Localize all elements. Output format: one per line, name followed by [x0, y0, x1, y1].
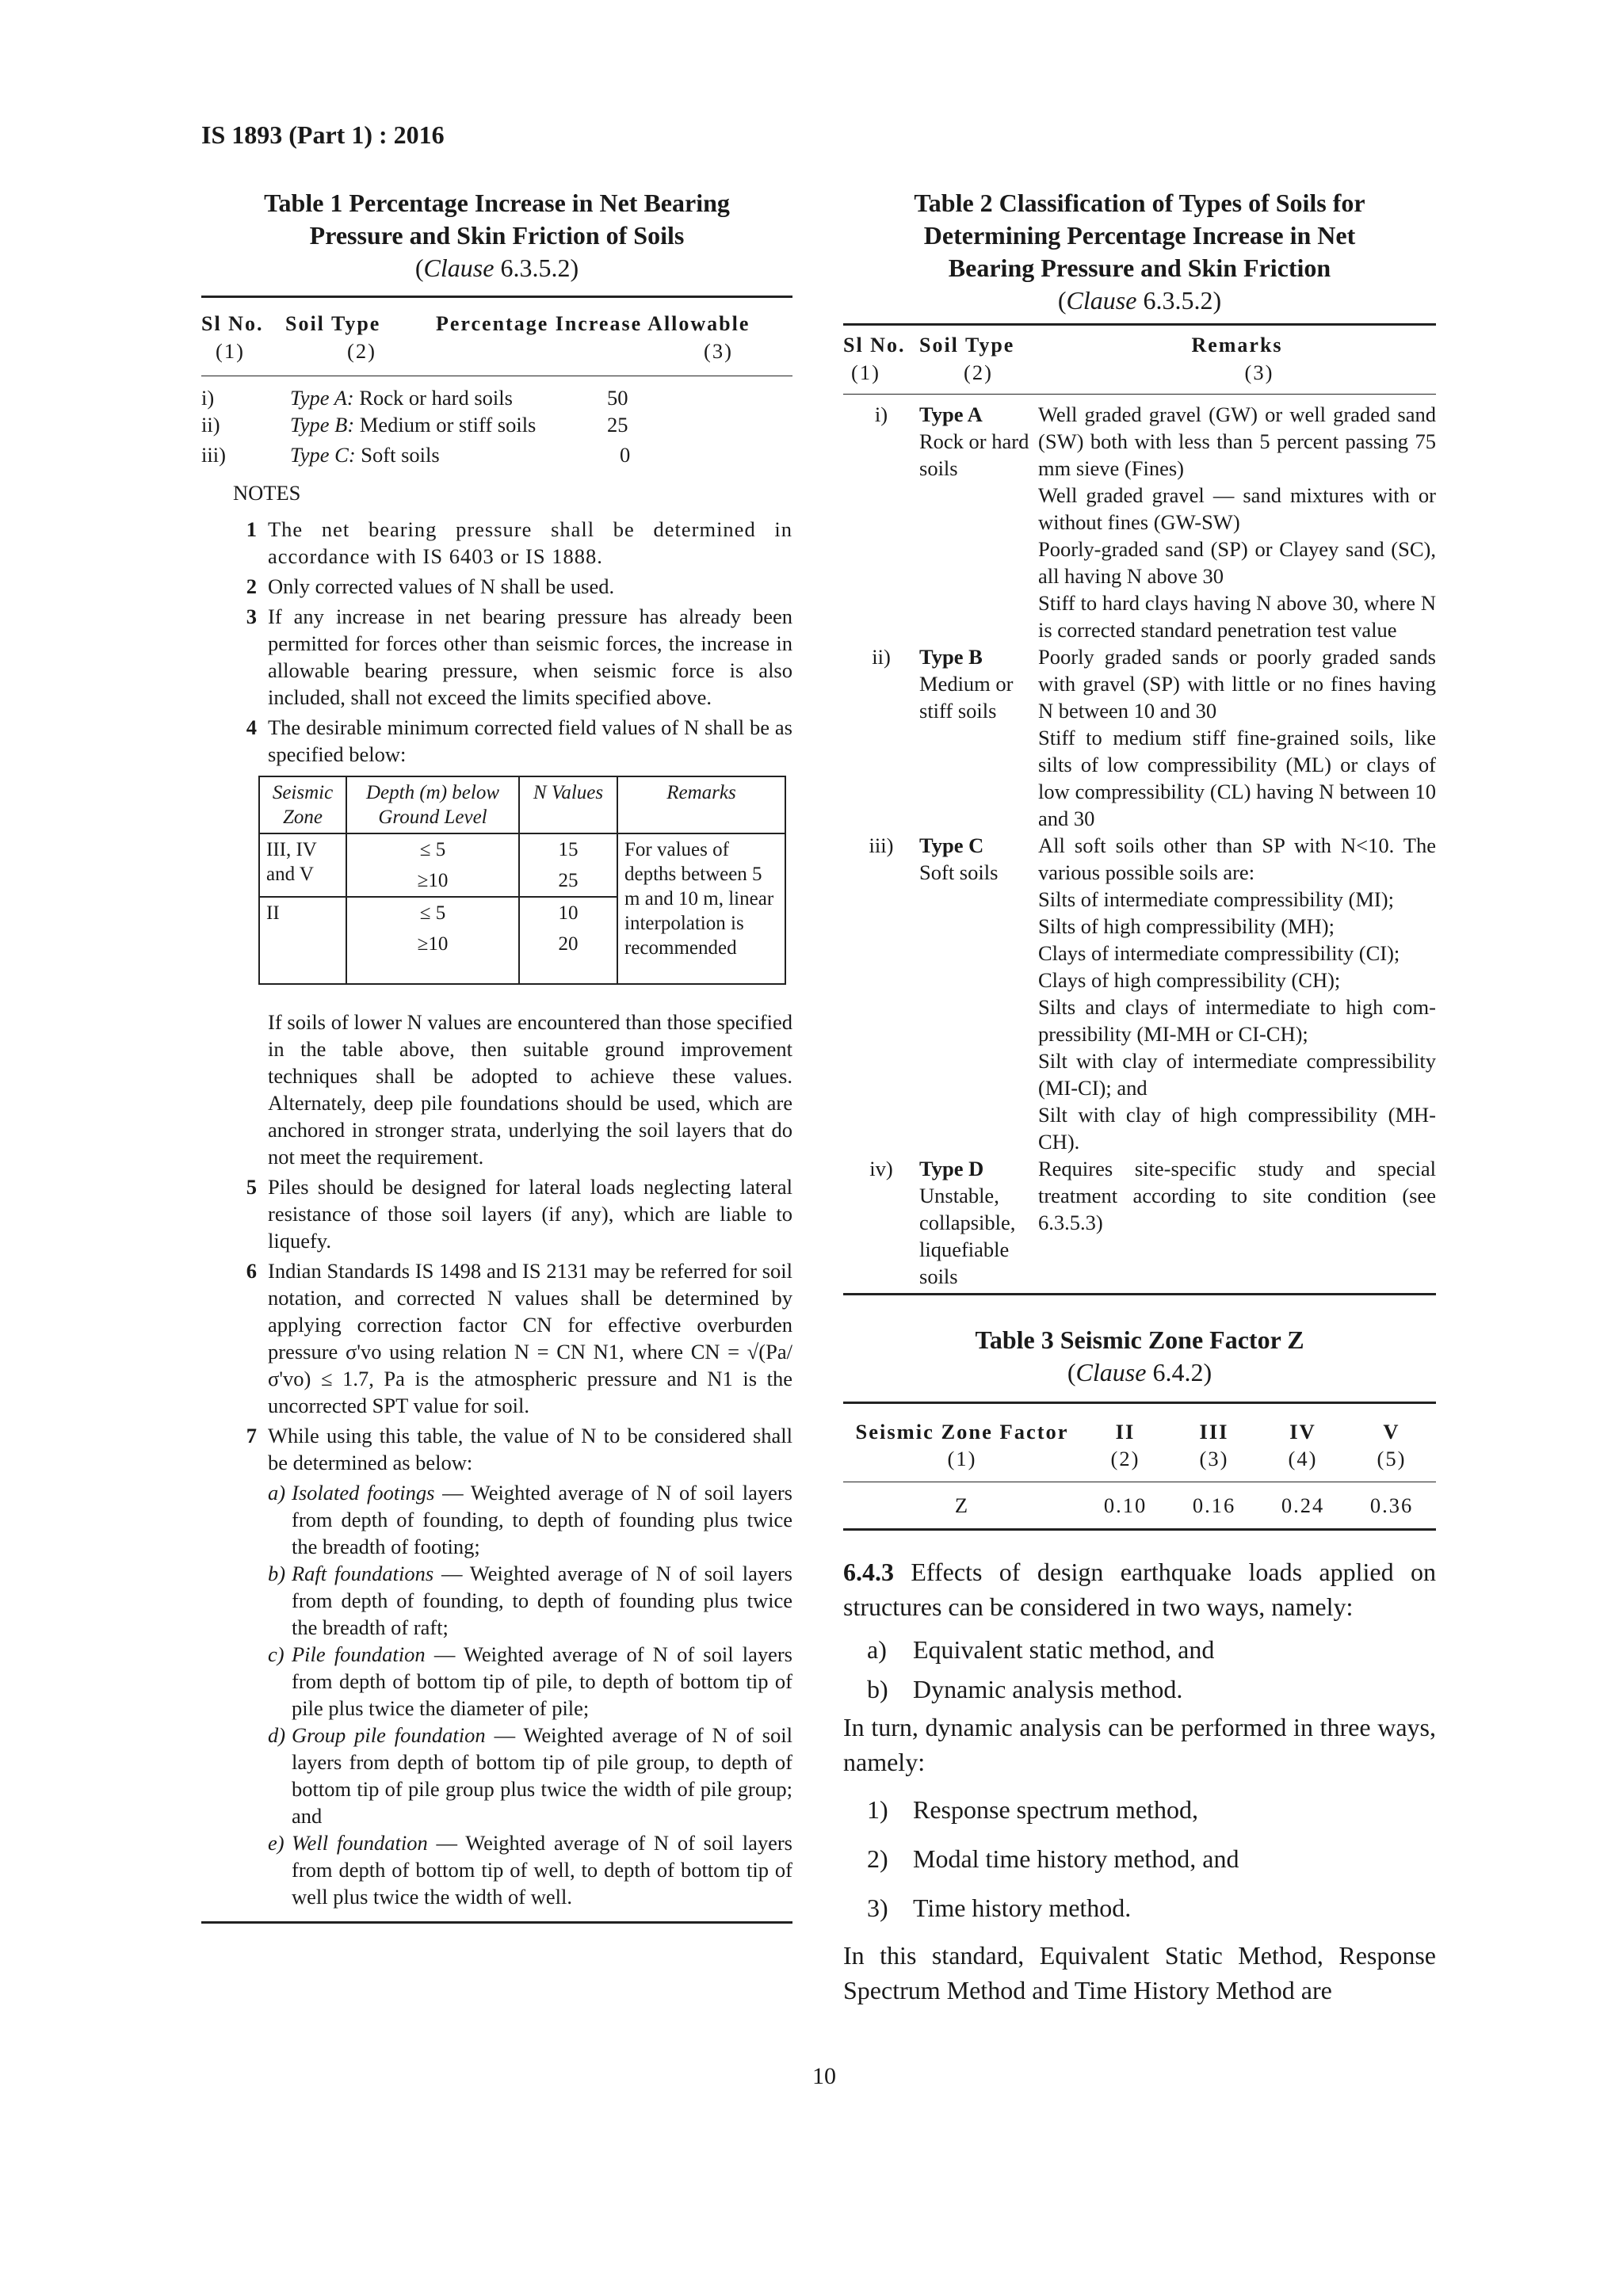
- table-row: iv) Type D Unstable, collapsible, liquefiable soils Requires site-specific study and special treatment according to site condition (see 6.3.5.3): [869, 1157, 1436, 1288]
- document-header: IS 1893 (Part 1) : 2016: [201, 120, 445, 149]
- note-5: 5 Piles should be designed for lateral loads neglecting lateral resistance of those soil layers (if any), which are liable to liquefy.: [246, 1175, 792, 1253]
- table1-clause: (Clause 6.3.5.2): [414, 254, 579, 282]
- table-row: iii) Type C Soft soils All soft soils other than SP with N<10. The various possible soils are: Silts of intermediate compressibility (MI); Silts of high compressibility (MH); Clays of intermediate compressibility (CI); Clays of high compressibility (CH); Silts and clays of intermediate to high com-pressibility (MI-MH or CI-CH); Silt with clay of intermediate compressibility (MI-CI); and Silt with clay of high compressibility (MH-CH).: [869, 833, 1436, 1154]
- table1-title: Table 1 Percentage Increase in Net Bearing Pressure and Skin Friction of Soils: [264, 189, 730, 250]
- section-6-4-3-intro: 6.4.3 Effects of design earthquake loads applied on structures can be considered in two ways, namely:: [843, 1558, 1436, 1621]
- table1-colnum-row: (1) (2) (3): [216, 339, 733, 363]
- table2-colnum-row: (1) (2) (3): [851, 360, 1274, 384]
- page-number: 10: [812, 2063, 836, 2089]
- table3-clause: (Clause 6.4.2): [1067, 1358, 1212, 1386]
- table-row: iii) Type C: Soft soils 0: [201, 443, 631, 467]
- note-7: 7 While using this table, the value of N to be considered shall be determined as below:: [246, 1424, 792, 1474]
- note-3: 3 If any increase in net bearing pressure has already been permitted for forces other than seismic forces, the increase in allowable bearing pressure, when seismic force is also included, shall not exceed the limits specified above.: [246, 605, 792, 709]
- table-row: ii) Type B Medium or stiff soils Poorly graded sands or poorly graded sands with gravel (SP) with little or no fines having N between 10 and 30 Stiff to medium stiff fine-grained soils, like silts of low compressibility (ML) or clays of low compressibility (CL) having N between 10 and 30: [872, 645, 1436, 830]
- notes-heading: NOTES: [233, 481, 301, 505]
- list-item: c) Pile foundation — Weighted average of N of soil layers from depth of bottom tip of pile, to depth of bottom tip of pile plus twice the diameter of pile;: [268, 1642, 792, 1720]
- note-6: 6 Indian Standards IS 1498 and IS 2131 may be referred for soil notation, and corrected N values shall be determined by applying correction factor CN for effective overburden pressure σ'vo using relation N = CN N1, where CN = √(Pa/σ'vo) ≤ 1.7, Pa is the atmospheric pressure and N1 is the uncorrected SPT value for soil.: [246, 1259, 792, 1417]
- note-2: 2 Only corrected values of N shall be used.: [246, 574, 615, 598]
- list-item: e) Well foundation — Weighted average of N of soil layers from depth of bottom tip of well, to depth of bottom tip of well plus twice the width of well.: [268, 1831, 792, 1909]
- list-item: 1) Response spectrum method,: [867, 1795, 1198, 1824]
- table2-title: Table 2 Classification of Types of Soils for Determining Percentage Increase in Net Bearing Pressure and Skin Friction: [914, 189, 1365, 282]
- table3-header-row: Seismic Zone Factor II III IV V: [855, 1420, 1400, 1444]
- table2: [843, 323, 1436, 1295]
- list-item: a) Equivalent static method, and: [867, 1635, 1215, 1664]
- table-row: Z 0.10 0.16 0.24 0.36: [954, 1493, 1414, 1517]
- note-4-paragraph: If soils of lower N values are encountered than those specified in the table above, then suitable ground improvement techniques shall be adopted to achieve these values. Alternately, deep pile foundations should be used, which are anchored in stronger strata, underlying the soil layers that do not meet the requirement.: [268, 1010, 792, 1169]
- table3: [843, 1402, 1436, 1531]
- table-row: ii) Type B: Medium or stiff soils 25: [201, 413, 628, 437]
- list-item: a) Isolated footings — Weighted average of N of soil layers from depth of founding, to depth of founding plus twice the breadth of footing;: [268, 1481, 792, 1558]
- note-4: 4 The desirable minimum corrected field values of N shall be as specified below:: [246, 715, 792, 766]
- section-closing: In this standard, Equivalent Static Method, Response Spectrum Method and Time History Method are: [843, 1941, 1436, 2004]
- left-column: [201, 187, 792, 1924]
- list-item: d) Group pile foundation — Weighted average of N of soil layers from depth of bottom tip of pile group, to depth of bottom tip of pile group plus twice the width of pile group; and: [268, 1723, 793, 1828]
- list-item: b) Dynamic analysis method.: [867, 1675, 1183, 1703]
- table3-title: Table 3 Seismic Zone Factor Z: [975, 1325, 1304, 1354]
- note-1: 1 The net bearing pressure shall be determined in accordance with IS 6403 or IS 1888.: [246, 517, 792, 568]
- list-item: 3) Time history method.: [867, 1894, 1132, 1922]
- section-dynamic-analysis: In turn, dynamic analysis can be performed in three ways, namely:: [843, 1713, 1436, 1776]
- table1-header-row: Sl No. Soil Type Percentage Increase Allowable: [201, 312, 750, 335]
- table-row: i) Type A: Rock or hard soils 50: [201, 386, 628, 410]
- n-values-table: Seismic Zone Depth (m) below Ground Level N Values Remarks III, IV and V ≤ 5 ≥10 15 25 For values of depths between 5 m and 10 m, linear interpolation is recommended II ≤ 5 ≥10 10 20: [258, 776, 786, 985]
- table2-header-row: Sl No. Soil Type Remarks: [843, 334, 1283, 357]
- right-column: [843, 187, 1436, 2008]
- table2-clause: (Clause 6.3.5.2): [1057, 286, 1222, 315]
- table-row: i) Type A Rock or hard soils Well graded gravel (GW) or well graded sand (SW) both with less than 5 percent passing 75 mm sieve (Fines) Well graded gravel — sand mixtures with or without fines (GW-SW) Poorly-graded sand (SP) or Clayey sand (SC), all having N above 30 Stiff to hard clays having N above 30, where N is corrected standard penetration test value: [874, 402, 1436, 642]
- table1: [201, 296, 792, 468]
- list-item: b) Raft foundations — Weighted average of N of soil layers from depth of founding, to depth of founding plus twice the breadth of raft;: [268, 1562, 792, 1639]
- table3-colnum-row: (1) (2) (3) (4) (5): [947, 1447, 1407, 1470]
- list-item: 2) Modal time history method, and: [867, 1844, 1239, 1873]
